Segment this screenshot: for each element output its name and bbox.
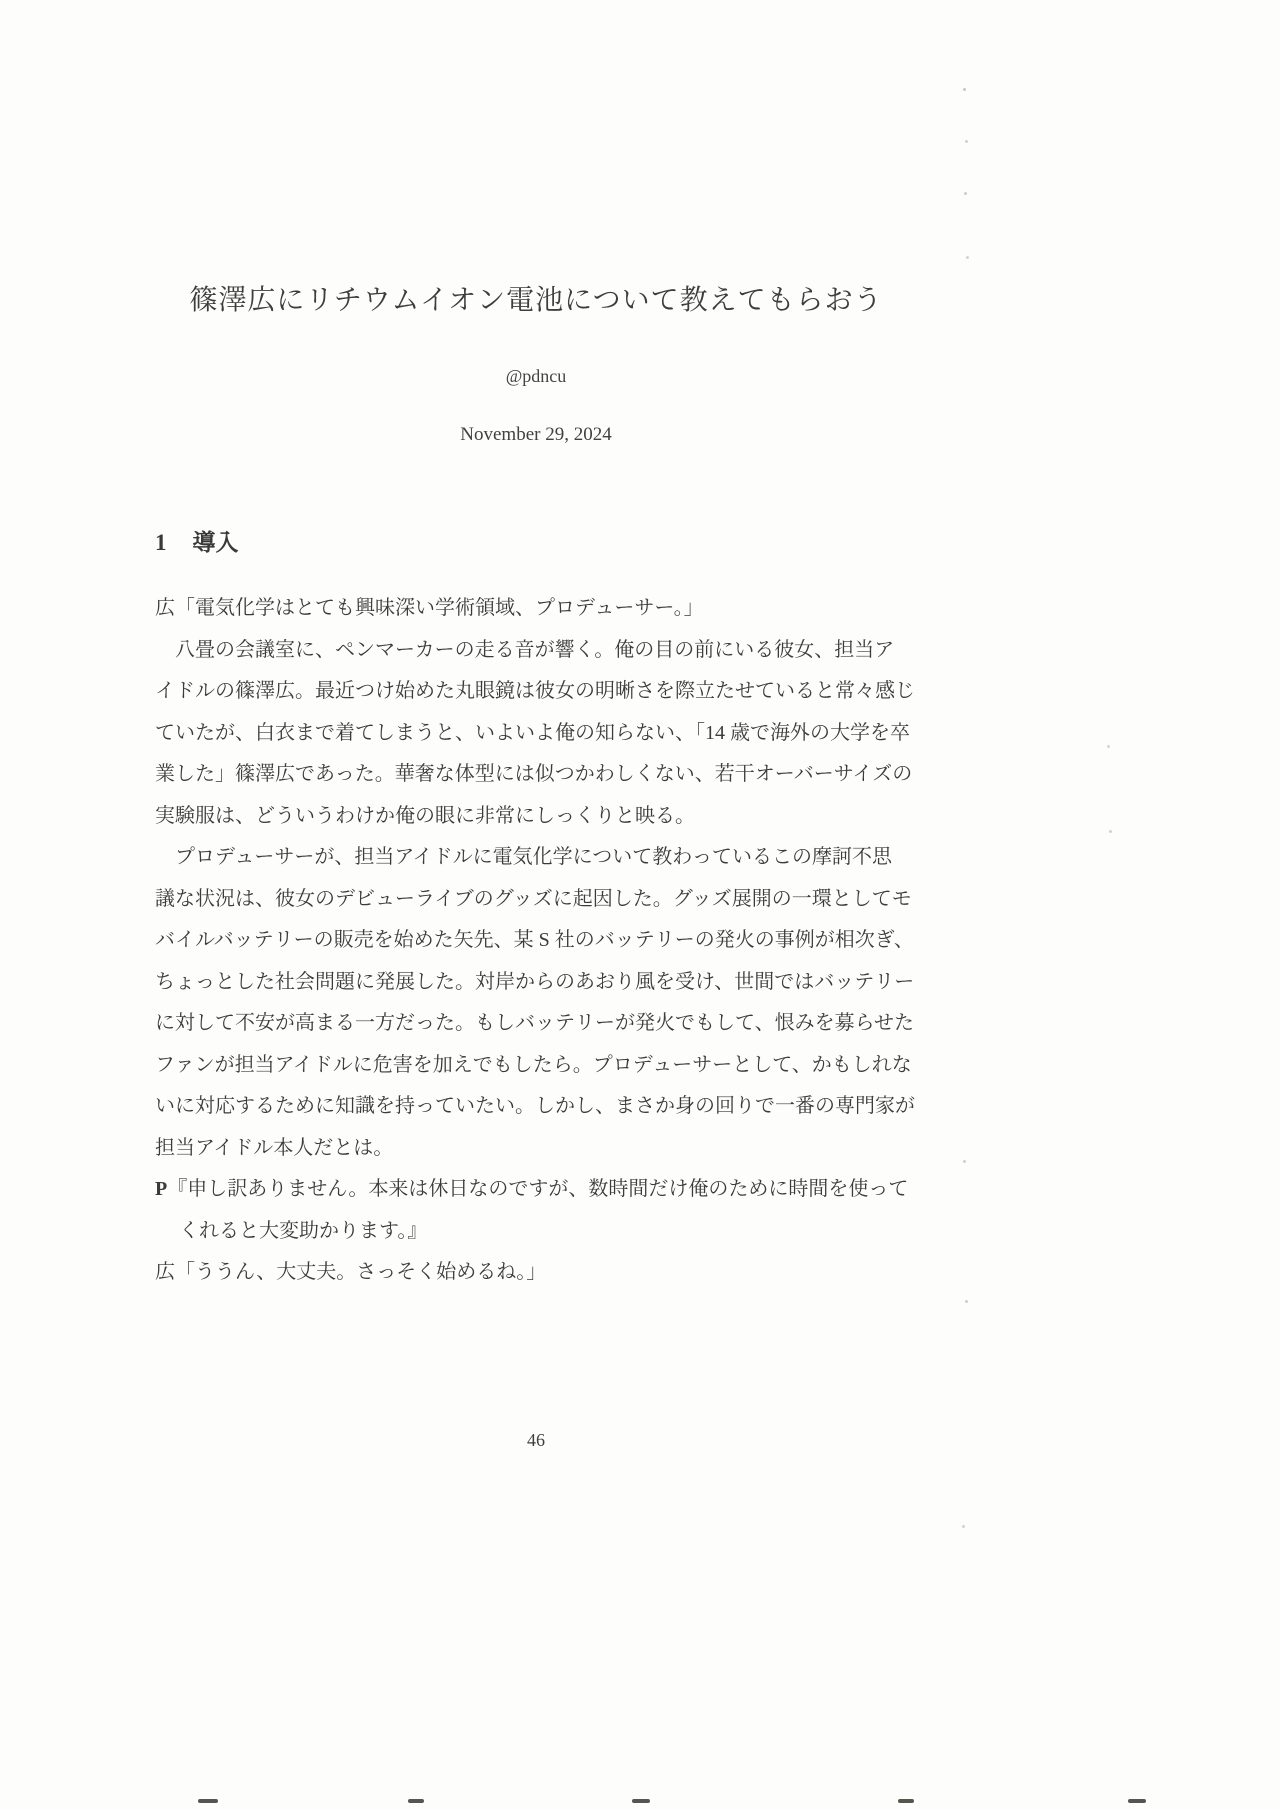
text-line: に対して不安が高まる一方だった。もしバッテリーが発火でもして、恨みを募らせた — [155, 1012, 914, 1034]
scan-edge-artifact — [1128, 1799, 1146, 1803]
text-line: 広「ううん、大丈夫。さっそく始めるね。」 — [155, 1261, 547, 1283]
scan-edge-artifact — [632, 1799, 650, 1803]
section-number: 1 — [155, 530, 167, 555]
body-text — [155, 588, 917, 1294]
text-line: 実験服は、どういうわけか俺の眼に非常にしっくりと映る。 — [155, 804, 695, 827]
scan-noise-dots — [963, 88, 966, 91]
text-line: 業した」篠澤広であった。華奢な体型には似つかわしくない、若干オーバーサイズの — [155, 763, 913, 785]
text-line: 八畳の会議室に、ペンマーカーの走る音が響く。俺の目の前にいる彼女、担当ア — [175, 638, 895, 661]
text-line: ていたが、白衣まで着てしまうと、いよいよ俺の知らない、「14 歳で海外の大学を卒 — [155, 721, 910, 744]
speaker-prefix: P — [155, 1178, 168, 1200]
text-line: ちょっとした社会問題に発展した。対岸からのあおり風を受け、世間ではバッテリー — [155, 970, 915, 993]
scan-edge-artifact — [198, 1799, 218, 1803]
section-heading — [155, 524, 239, 557]
page-number: 46 — [527, 1430, 545, 1450]
section-title: 導入 — [192, 530, 239, 555]
text-line: プロデューサーが、担当アイドルに電気化学について教わっているこの摩訶不思 — [175, 846, 892, 868]
document-date: November 29, 2024 — [460, 424, 612, 445]
text-line: ファンが担当アイドルに危害を加えでもしたら。プロデューサーとして、かもしれな — [155, 1053, 912, 1076]
text-line: バイルバッテリーの販売を始めた矢先、某 S 社のバッテリーの発火の事例が相次ぎ、 — [155, 929, 914, 951]
scan-edge-artifact — [408, 1799, 424, 1803]
text-line: 広「電気化学はとても興味深い学術領域、プロデューサー。」 — [155, 597, 704, 619]
scan-edge-artifact — [898, 1799, 914, 1803]
text-line: 議な状況は、彼女のデビューライブのグッズに起因した。グッズ展開の一環としてモ — [155, 887, 912, 910]
text-line: P『申し訳ありません。本来は休日なのですが、数時間だけ俺のために時間を使って — [155, 1178, 909, 1200]
text-line: いに対応するために知識を持っていたい。しかし、まさか身の回りで一番の専門家が — [155, 1095, 915, 1117]
document-title: 篠澤広にリチウムイオン電池について教えてもらおう — [189, 285, 883, 316]
text-line: くれると大変助かります。』 — [179, 1219, 428, 1242]
document-author: @pdncu — [505, 366, 567, 386]
text-line: 担当アイドル本人だとは。 — [155, 1136, 394, 1159]
text-line: イドルの篠澤広。最近つけ始めた丸眼鏡は彼女の明晰さを際立たせていると常々感じ — [155, 680, 915, 702]
